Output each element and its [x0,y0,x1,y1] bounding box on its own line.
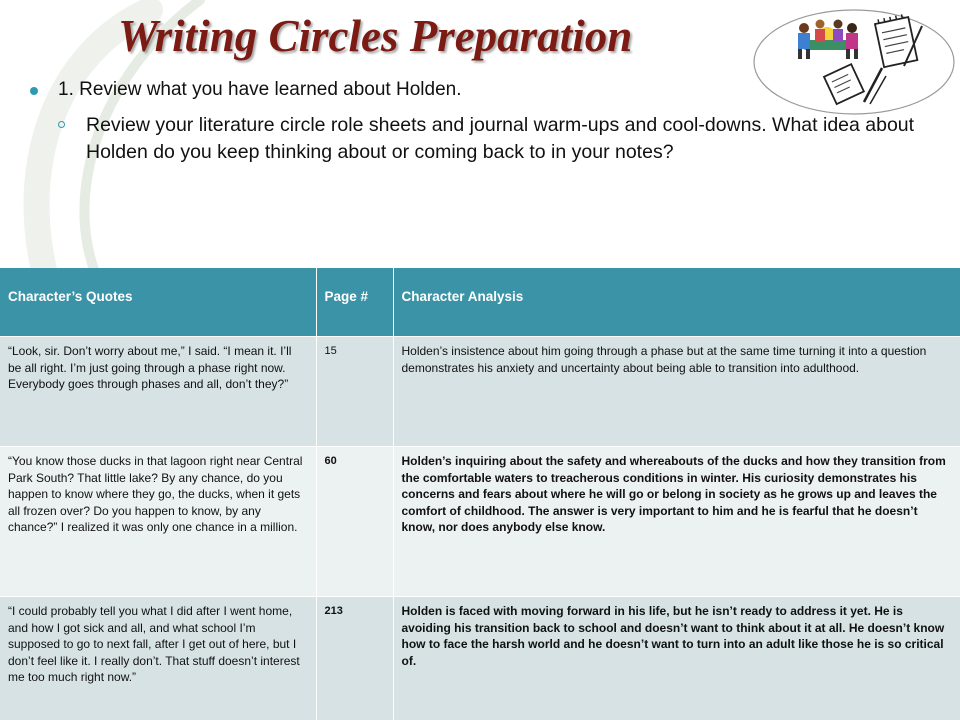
table-row [0,447,960,597]
page-cell: 15 [316,337,393,447]
header-quotes: Character’s Quotes [0,268,316,337]
table-row [0,597,960,720]
bullet-dot-icon [30,87,38,95]
quote-cell: “You know those ducks in that lagoon right near Central Park South? That little lake? By any chance, do you happen to know where they go, the ducks, when it gets all frozen over? Do you happen to know, by any chance?” I realized it was only one chance in a million. [0,447,316,597]
quote-cell: “I could probably tell you what I did after I went home, and how I got sick and all, and what school I’m supposed to go to next fall, after I get out of here, but I don’t feel like it. I really don’t. That stuff doesn’t interest me too much right now.” [0,597,316,720]
table-row [0,337,960,447]
quote-cell: “Look, sir. Don’t worry about me,” I said. “I mean it. I’ll be all right. I’m just going through a phase right now. Everybody goes through phases and all, don’t they?” [0,337,316,447]
page-cell: 213 [316,597,393,720]
analysis-cell: Holden is faced with moving forward in his life, but he isn’t ready to address it yet. He is avoiding his transition back to school and doesn’t want to think about it at all. He doesn’t know how to face the harsh world and he doesn’t want to turn into an adult like those he is so critical of. [393,597,960,720]
character-quotes-table [0,268,960,720]
page-cell: 60 [316,447,393,597]
header-page: Page # [316,268,393,337]
header-analysis: Character Analysis [393,268,960,337]
bullet-sub-text: Review your literature circle role sheets and journal warm-ups and cool-downs. What idea about Holden do you keep thinking about or coming back to in your notes? [86,114,915,163]
writing-group-clipart-icon [752,6,957,118]
page-title: Writing Circles Preparation [118,11,633,61]
bullet-main-text: 1. Review what you have learned about Holden. [58,79,462,100]
analysis-cell: Holden’s insistence about him going through a phase but at the same time turning it into a question demonstrates his anxiety and uncertainty about being able to transition into adulthood. [393,337,960,447]
analysis-cell: Holden’s inquiring about the safety and whereabouts of the ducks and how they transition from the comfortable waters to treacherous conditions in winter. His curiosity demonstrates his concerns and fears about where he will go or belong in society as he grows up and leaves the comfort of childhood. The answer is very important to him and he is fearful that he doesn’t know, nor does anybody else know. [393,447,960,597]
bullet-ring-icon [58,121,65,128]
table-header-row [0,268,960,337]
